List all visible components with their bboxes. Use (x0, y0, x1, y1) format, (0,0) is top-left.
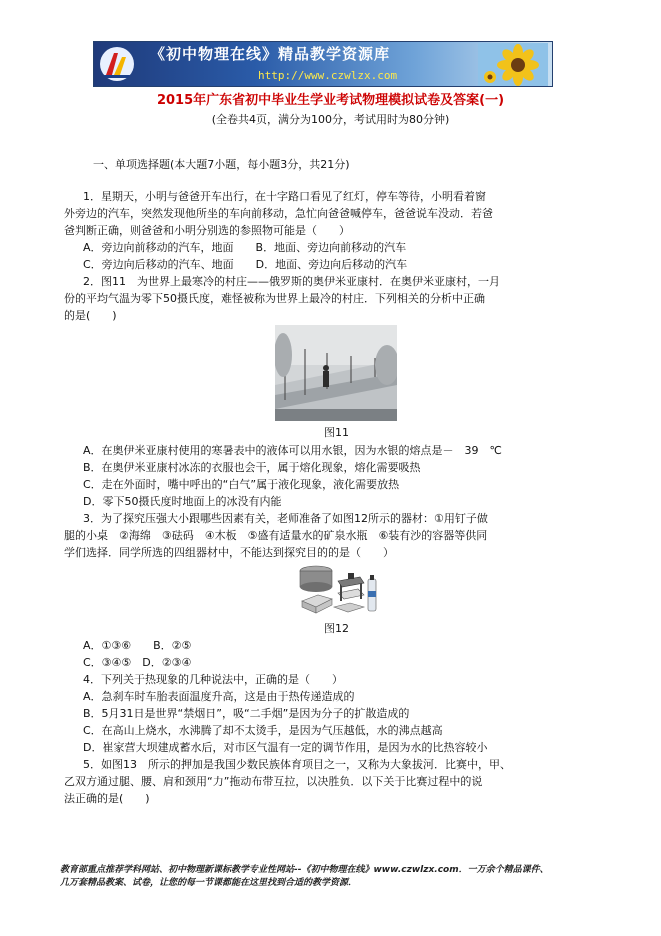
question-line: 爸判断正确，则爸爸和小明分别选的参照物可能是（ ） (64, 224, 350, 237)
banner-url: http://www.czwlzx.com (258, 69, 398, 82)
banner-title: 《初中物理在线》精品教学资源库 (150, 45, 391, 63)
option-line: D．零下50摄氏度时地面上的冰没有内能 (83, 495, 282, 508)
pressure-apparatus-image (298, 563, 378, 615)
question-line: 份的平均气温为零下50摄氏度，难怪被称为世界上最冷的村庄．下列相关的分析中正确 (64, 292, 485, 305)
option-line: B．5月31日是世界“禁烟日”，吸“二手烟”是因为分子的扩散造成的 (83, 707, 410, 720)
question-line: 1．星期天，小明与爸爸开车出行，在十字路口看见了红灯，停车等待，小明看着窗 (83, 190, 486, 203)
option-line: C．在高山上烧水，水沸腾了却不太烫手，是因为气压越低，水的沸点越高 (83, 724, 443, 737)
option-line: C．③④⑤ D．②③④ (83, 656, 192, 669)
option-line: B．在奥伊米亚康村冰冻的衣服也会干，属于熔化现象，熔化需要吸热 (83, 461, 421, 474)
option-line: D．崔家营大坝建成蓄水后，对市区气温有一定的调节作用，是因为水的比热容较小 (83, 741, 488, 754)
header-banner (93, 41, 553, 87)
question-line: 4．下列关于热现象的几种说法中，正确的是（ ） (83, 673, 343, 686)
option-line: A．在奥伊米亚康村使用的寒暑表中的液体可以用水银，因为水银的熔点是－ 39 ℃ (83, 444, 502, 457)
figure-11-caption: 图11 (324, 426, 349, 439)
question-line: 外旁边的汽车，突然发现他所坐的车向前移动，急忙向爸爸喊停车，爸爸说车没动．若爸 (64, 207, 493, 220)
snowy-village-image (275, 325, 397, 421)
question-line: 学们选择．同学所选的四组器材中，不能达到探究目的的是（ ） (64, 546, 394, 559)
figure-11-photo (275, 325, 397, 421)
figure-12-apparatus (298, 563, 378, 615)
document-title: 2015年广东省初中毕业生学业考试物理模拟试卷及答案(一) (156, 93, 505, 108)
page-footer (60, 864, 620, 890)
option-line: C．走在外面时，嘴中呼出的“白气”属于液化现象，液化需要放热 (83, 478, 400, 491)
question-line: 的是( ) (64, 309, 117, 322)
footer-line: 几万套精品教案、试卷，让您的每一节课都能在这里找到合适的教学资源． (60, 878, 358, 888)
question-line: 腿的小桌 ②海绵 ③砝码 ④木板 ⑤盛有适量水的矿泉水瓶 ⑥装有沙的容器等供同 (64, 529, 488, 542)
site-logo-icon (98, 45, 136, 83)
question-line: 法正确的是( ) (64, 792, 150, 805)
footer-line: 教育部重点推荐学科网站、初中物理新课标教学专业性网站--《初中物理在线》www.czwlzx.com．一万余个精品课件、 (60, 865, 549, 875)
question-line: 乙双方通过腿、腰、肩和颈用“力”拖动布带互拉，以决胜负．以下关于比赛过程中的说 (64, 775, 483, 788)
option-line: A．急刹车时车胎表面温度升高，这是由于热传递造成的 (83, 690, 355, 703)
question-line: 3．为了探究压强大小跟哪些因素有关，老师准备了如图12所示的器材：①用钉子做 (83, 512, 488, 525)
section-heading: 一、单项选择题(本大题7小题，每小题3分，共21分) (93, 158, 350, 171)
question-line: 5．如图13 所示的押加是我国少数民族体育项目之一，又称为大象拔河．比赛中，甲、 (83, 758, 511, 771)
sunflower-icon (478, 43, 548, 87)
question-line: 2．图11 为世界上最寒冷的村庄——俄罗斯的奥伊米亚康村．在奥伊米亚康村，一月 (83, 275, 500, 288)
figure-12-caption: 图12 (324, 622, 349, 635)
option-line: C．旁边向后移动的汽车、地面 D．地面、旁边向后移动的汽车 (83, 258, 408, 271)
document-subtitle: (全卷共4页，满分为100分，考试用时为80分钟) (211, 113, 450, 126)
option-line: A．旁边向前移动的汽车，地面 B．地面、旁边向前移动的汽车 (83, 241, 407, 254)
option-line: A．①③⑥ B．②⑤ (83, 639, 192, 652)
